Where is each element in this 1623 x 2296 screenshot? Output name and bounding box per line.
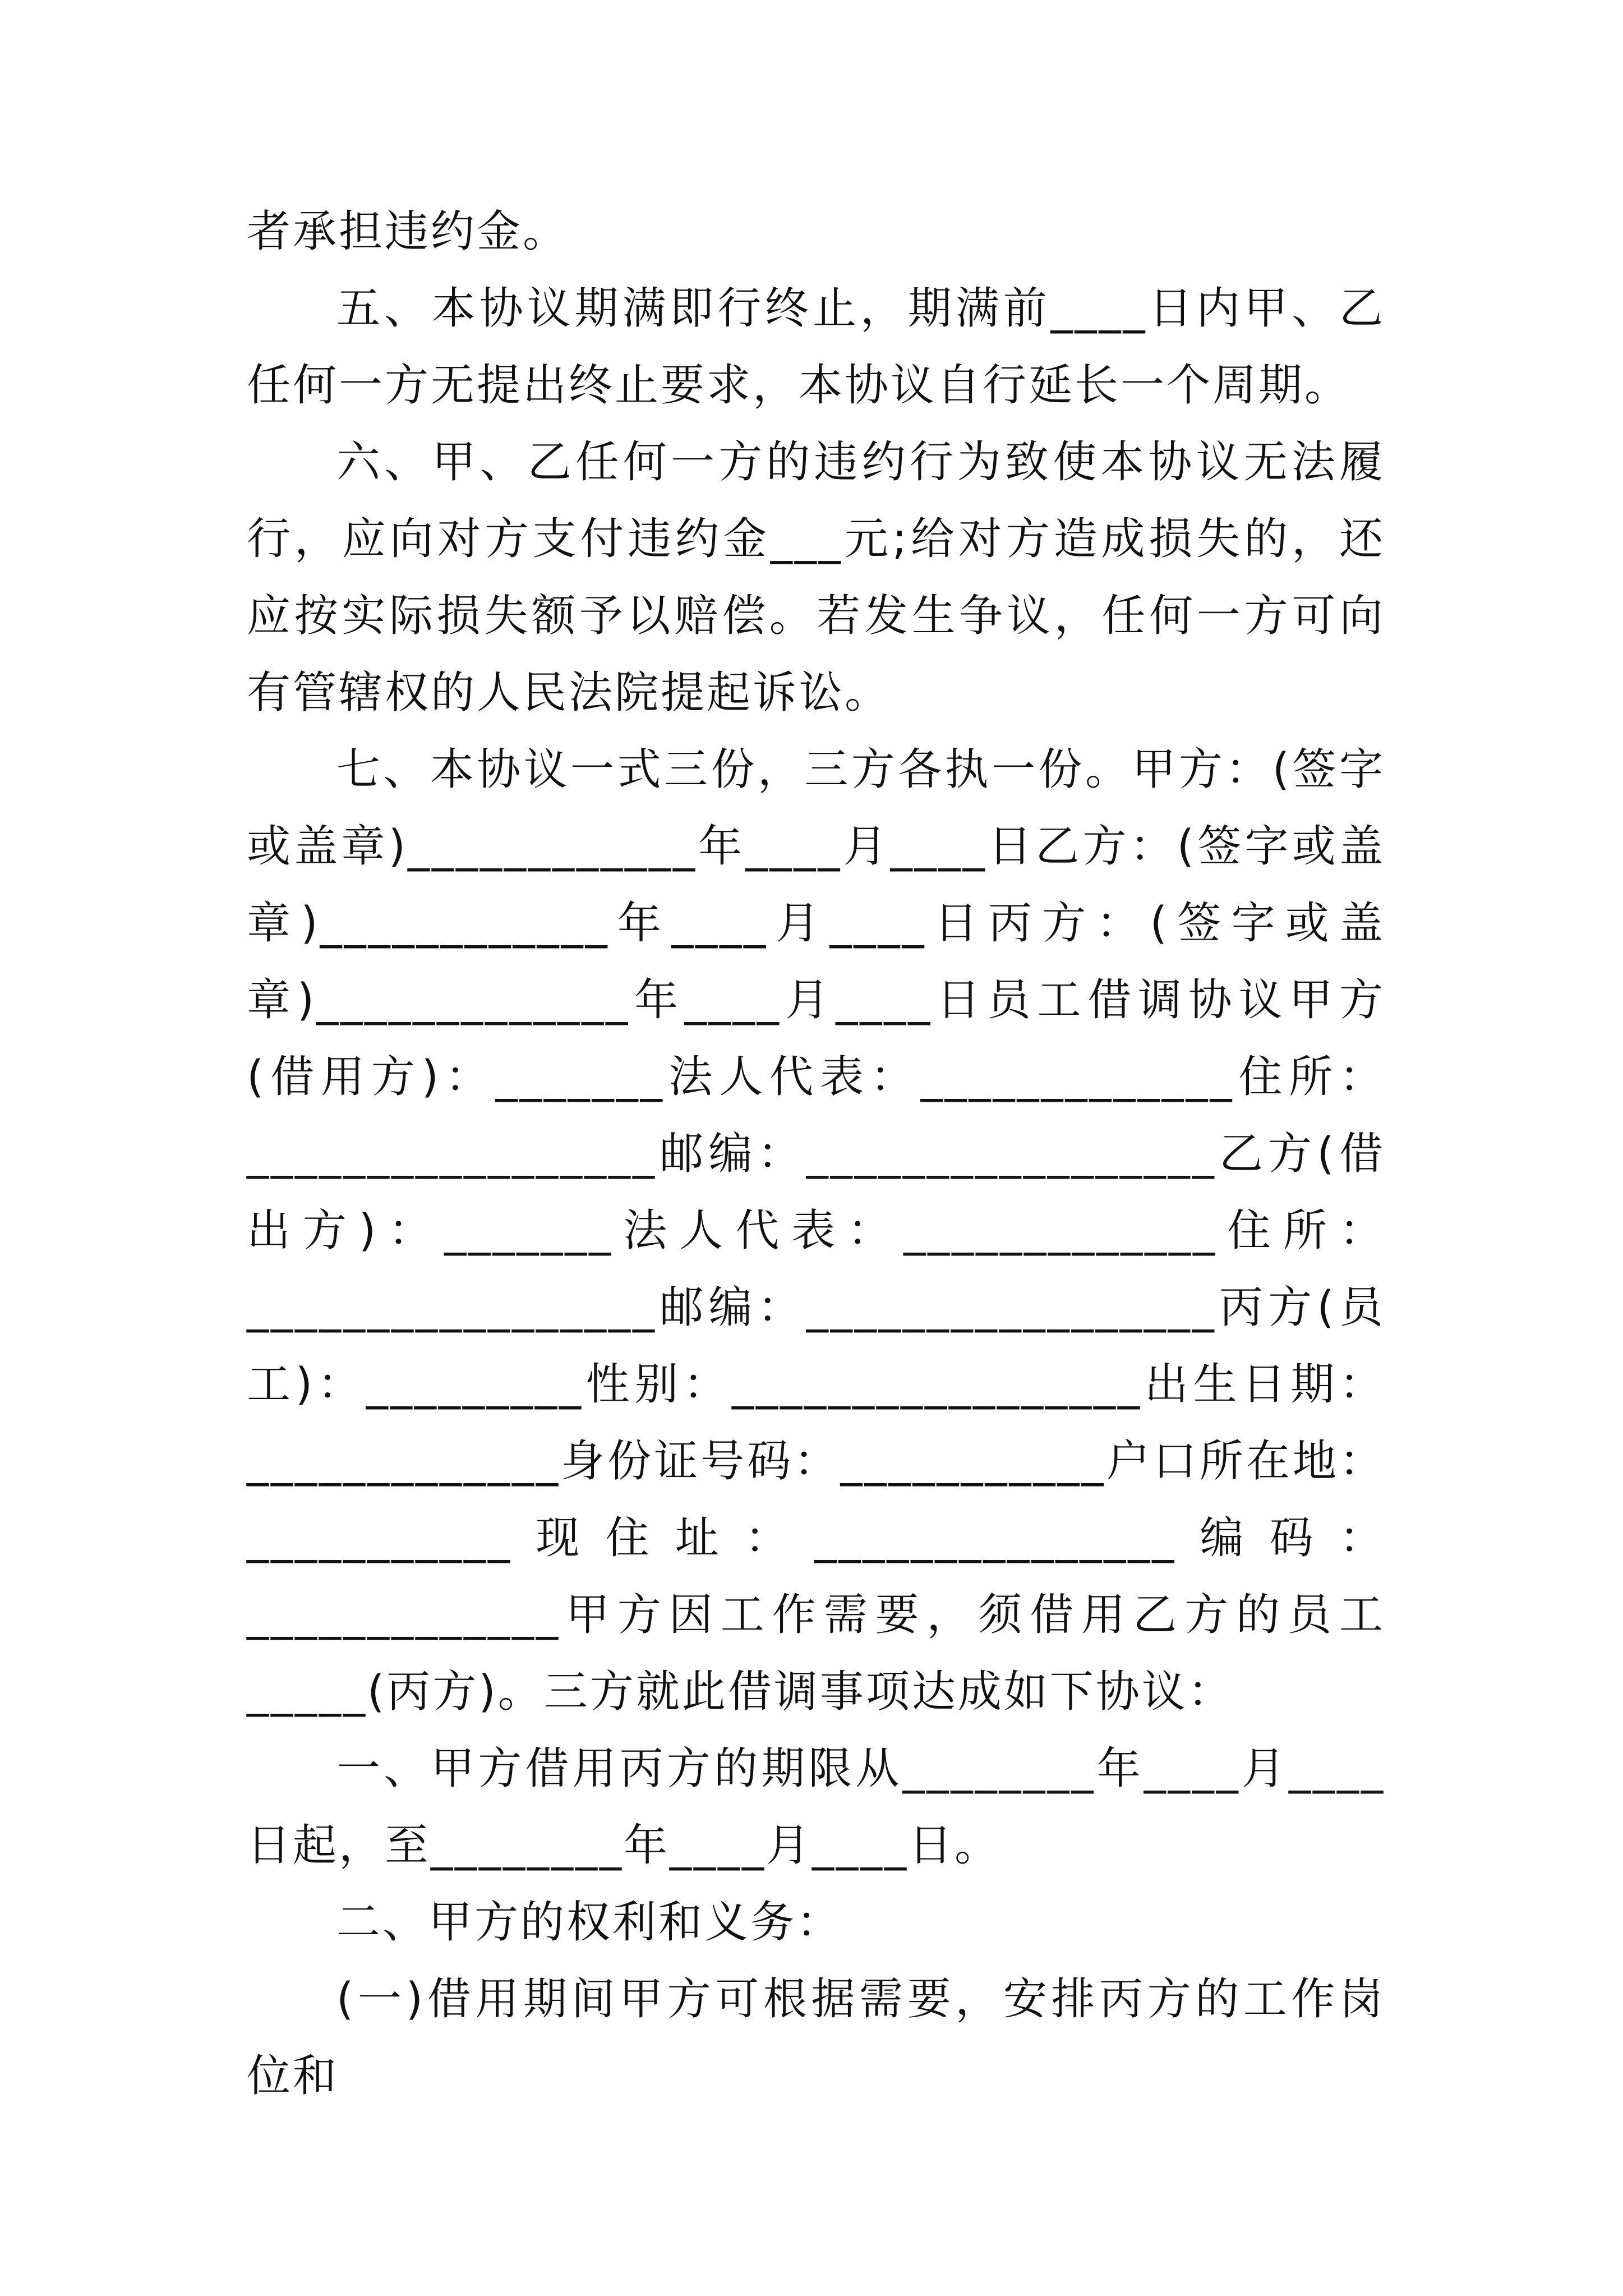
paragraph-clause-7: 七、本协议一式三份，三方各执一份。甲方：(签字或盖章)____________年____月____日乙方：(签字或盖章)____________年____月____日丙方：(签字或盖章)_____________年____月____日员工借调协议甲方(借用方)：_______法人代表：_____________住所：_________________邮编：_________________乙方(借出方)：_______法人代表：_____________住所：_________________邮编：_________________丙方(员工)：_________性别：_________________出生日期：_____________身份证号码：___________户口所在地：___________现住址：_______________编码：_____________甲方因工作需要，须借用乙方的员工_____(丙方)。三方就此借调事项达成如下协议： bbox=[247, 744, 1385, 1717]
paragraph-clause-1: 一、甲方借用丙方的期限从________年____月____日起，至________年____月____日。 bbox=[247, 1743, 1385, 1871]
document-page bbox=[247, 194, 1385, 2115]
paragraph-continuation: 者承担违约金。 bbox=[247, 206, 569, 257]
paragraph-clause-5: 五、本协议期满即行终止，期满前____日内甲、乙任何一方无提出终止要求，本协议自行延长一个周期。 bbox=[247, 283, 1385, 411]
paragraph-clause-2-1: (一)借用期间甲方可根据需要，安排丙方的工作岗位和 bbox=[247, 1974, 1385, 2101]
paragraph-clause-2-heading: 二、甲方的权利和义务： bbox=[336, 1897, 843, 1948]
paragraph-clause-6: 六、甲、乙任何一方的违约行为致使本协议无法履行，应向对方支付违约金___元;给对方造成损失的，还应按实际损失额予以赔偿。若发生争议，任何一方可向有管辖权的人民法院提起诉讼。 bbox=[247, 437, 1385, 718]
